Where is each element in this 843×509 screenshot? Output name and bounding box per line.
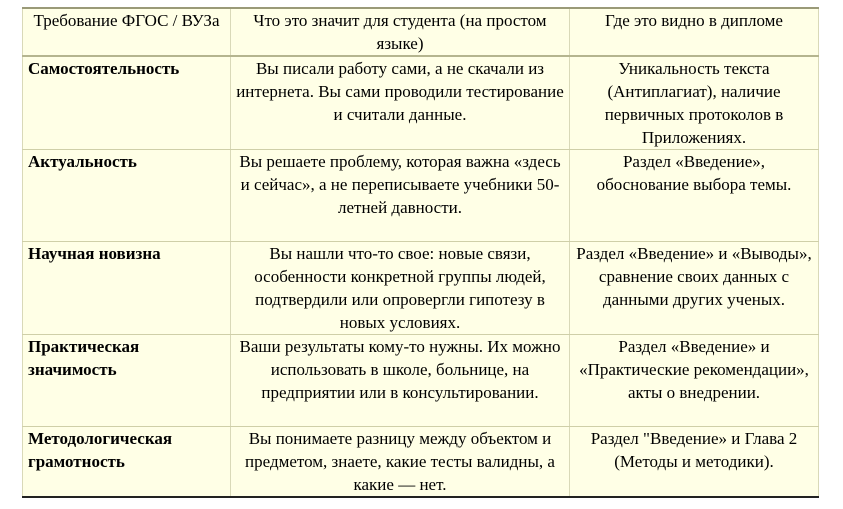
table-row bbox=[23, 242, 819, 335]
row-evidence-cell: Раздел «Введение» и «Практические рекомендации», акты о внедрении. bbox=[570, 335, 819, 427]
row-requirement-cell: Практическая значимость bbox=[23, 335, 231, 427]
row-requirement-cell: Актуальность bbox=[23, 150, 231, 242]
requirements-table bbox=[22, 7, 819, 498]
row-meaning-cell: Вы писали работу сами, а не скачали из интернета. Вы сами проводили тестирование и считали данные. bbox=[231, 56, 570, 150]
row-evidence-cell: Раздел "Введение» и Глава 2 (Методы и методики). bbox=[570, 427, 819, 498]
row-requirement-cell: Научная новизна bbox=[23, 242, 231, 335]
row-meaning-cell: Ваши результаты кому-то нужны. Их можно использовать в школе, больнице, на предприятии или в консультировании. bbox=[231, 335, 570, 427]
header-requirement: Требование ФГОС / ВУЗа bbox=[23, 8, 231, 56]
table-row bbox=[23, 56, 819, 150]
header-meaning: Что это значит для студента (на простом языке) bbox=[231, 8, 570, 56]
row-evidence-cell: Раздел «Введение», обоснование выбора темы. bbox=[570, 150, 819, 242]
row-requirement-cell: Методологическая грамотность bbox=[23, 427, 231, 498]
table-row bbox=[23, 150, 819, 242]
table-row bbox=[23, 427, 819, 498]
row-meaning-cell: Вы нашли что-то свое: новые связи, особенности конкретной группы людей, подтвердили или опровергли гипотезу в новых условиях. bbox=[231, 242, 570, 335]
row-evidence-cell: Уникальность текста (Антиплагиат), наличие первичных протоколов в Приложениях. bbox=[570, 56, 819, 150]
header-evidence: Где это видно в дипломе bbox=[570, 8, 819, 56]
row-meaning-cell: Вы понимаете разницу между объектом и предметом, знаете, какие тесты валидны, а какие — нет. bbox=[231, 427, 570, 498]
row-meaning-cell: Вы решаете проблему, которая важна «здесь и сейчас», а не переписываете учебники 50-летней давности. bbox=[231, 150, 570, 242]
table-row bbox=[23, 335, 819, 427]
row-requirement-cell: Самостоятельность bbox=[23, 56, 231, 150]
row-evidence-cell: Раздел «Введение» и «Выводы», сравнение своих данных с данными других ученых. bbox=[570, 242, 819, 335]
table-header-row bbox=[23, 8, 819, 56]
